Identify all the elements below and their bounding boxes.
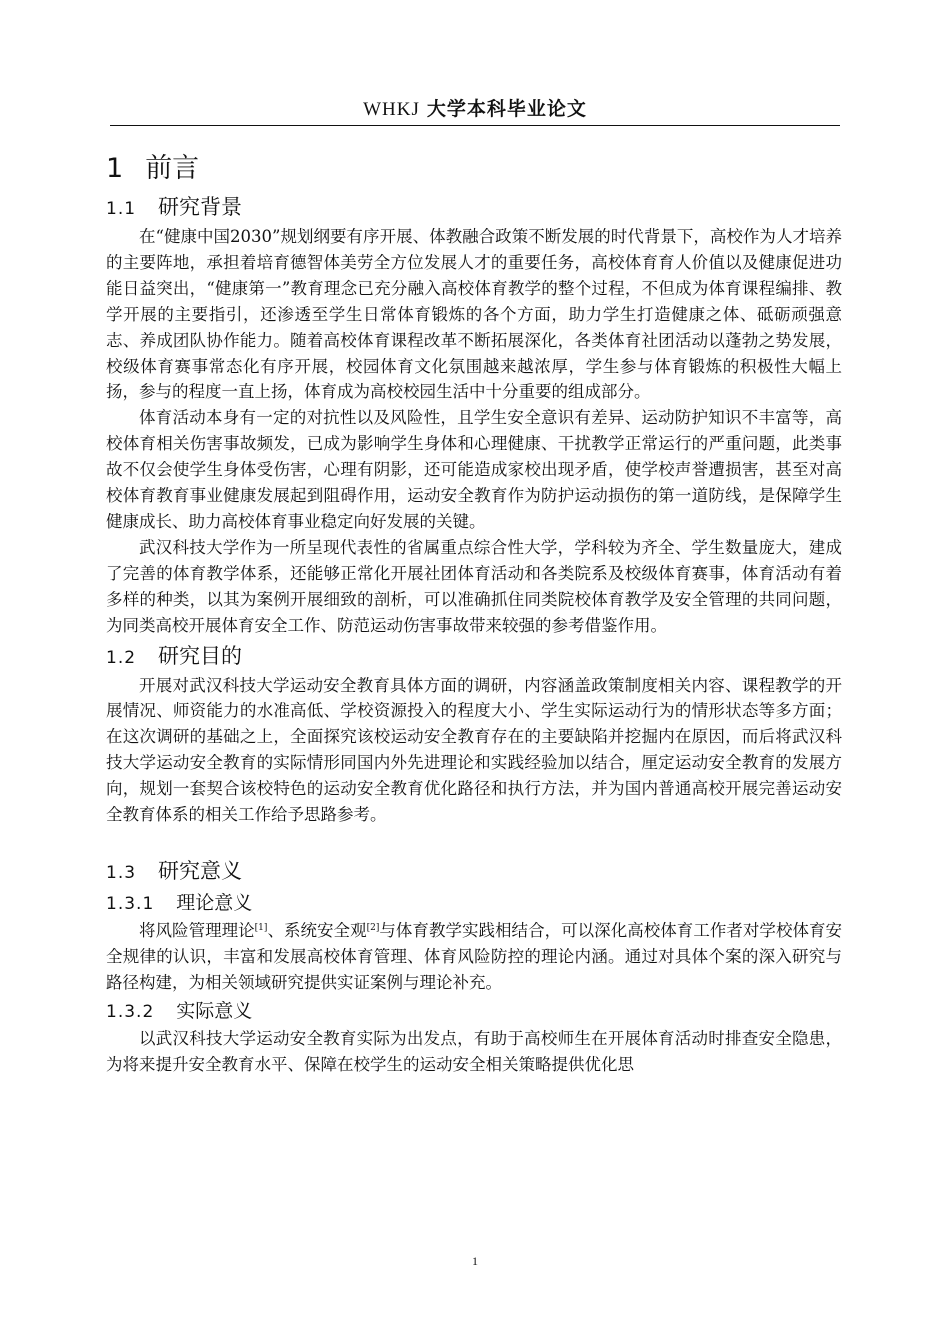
- header-rule: [110, 125, 840, 126]
- section-title: 研究意义: [158, 858, 243, 883]
- spacer: [106, 828, 842, 854]
- paragraph: 开展对武汉科技大学运动安全教育具体方面的调研，内容涵盖政策制度相关内容、课程教学的开展情况、师资能力的水准高低、学校资源投入的程度大小、学生实际运动行为的情形状态等多方面；在这次调研的基础之上，全面探究该校运动安全教育存在的主要缺陷并挖掘内在原因，而后将武汉科技大学运动安全教育的实际情形同国内外先进理论和实践经验加以结合，厘定运动安全教育的发展方向，规划一套契合该校特色的运动安全教育优化路径和执行方法，并为国内普通高校开展完善运动安全教育体系的相关工作给予思路参考。: [106, 675, 842, 825]
- paragraph: [106, 918, 842, 996]
- running-header: [110, 94, 840, 121]
- section-title: 理论意义: [176, 891, 253, 914]
- paragraph-text: 与体育教学实践相结合，可以深化高校体育工作者对学校体育安全规律的认识，丰富和发展高校体育管理、体育风险防控的理论内涵。通过对具体个案的深入研究与路径构建，为相关领域研究提供实证案例与理论补充。: [106, 920, 843, 992]
- section-title: 前言: [145, 153, 200, 184]
- paragraph: 体育活动本身有一定的对抗性以及风险性，且学生安全意识有差异、运动防护知识不丰富等，高校体育相关伤害事故频发，已成为影响学生身体和心理健康、干扰教学正常运行的严重问题，此类事故不仅会使学生身体受伤害，心理有阴影，还可能造成家校出现矛盾，使学校声誉遭损害，甚至对高校体育教育事业健康发展起到阻碍作用，运动安全教育作为防护运动损伤的第一道防线，是保障学生健康成长、助力高校体育事业稳定向好发展的关键。: [106, 408, 842, 531]
- header-latin: WHKJ: [363, 99, 420, 120]
- header-title: 大学本科毕业论文: [426, 98, 587, 120]
- citation-ref[interactable]: [1]: [254, 922, 268, 933]
- section-number: 1.2: [106, 647, 137, 668]
- section-number: 1.3.1: [106, 893, 155, 914]
- section-number: 1: [106, 153, 124, 184]
- document-body: [106, 148, 842, 1077]
- section-1-3-1-heading: [106, 888, 842, 918]
- section-1-3-heading: [106, 854, 842, 888]
- section-1-3-2-heading: [106, 996, 842, 1026]
- page-number: 1: [472, 1254, 478, 1268]
- paragraph: 武汉科技大学作为一所呈现代表性的省属重点综合性大学，学科较为齐全、学生数量庞大，建成了完善的体育教学体系，还能够正常化开展社团体育活动和各类院系及校级体育赛事，体育活动有着多样的种类，以其为案例开展细致的剖析，可以准确抓住同类院校体育教学及安全管理的共同问题，为同类高校开展体育安全工作、防范运动伤害事故带来较强的参考借鉴作用。: [106, 537, 842, 635]
- citation-ref[interactable]: [2]: [366, 922, 380, 933]
- section-1-heading: [106, 148, 842, 190]
- section-title: 研究目的: [158, 643, 243, 668]
- section-number: 1.3: [106, 862, 137, 883]
- section-1-2-heading: [106, 639, 842, 673]
- section-title: 研究背景: [158, 195, 243, 219]
- paragraph: 在“健康中国2030”规划纲要有序开展、体教融合政策不断发展的时代背景下，高校作为人才培养的主要阵地，承担着培育德智体美劳全方位发展人才的重要任务，高校体育育人价值以及健康促进功能日益突出，“健康第一”教育理念已充分融入高校体育教学的整个过程，不但成为体育课程编排、教学开展的主要指引，还渗透至学生日常体育锻炼的各个方面，助力学生打造健康之体、砥砺顽强意志、养成团队协作能力。随着高校体育课程改革不断拓展深化，各类体育社团活动以蓬勃之势发展，校级体育赛事常态化有序开展，校园体育文化氛围越来越浓厚，学生参与体育锻炼的积极性大幅上扬，参与的程度一直上扬，体育成为高校校园生活中十分重要的组成部分。: [106, 227, 842, 402]
- paragraph-text: 、系统安全观: [267, 920, 367, 940]
- paragraph: 以武汉科技大学运动安全教育实际为出发点，有助于高校师生在开展体育活动时排查安全隐患，为将来提升安全教育水平、保障在校学生的运动安全相关策略提供优化思: [106, 1028, 842, 1074]
- paragraph-text: 将风险管理理论: [139, 920, 255, 940]
- section-number: 1.1: [106, 199, 137, 219]
- section-1-1-heading: [106, 190, 842, 224]
- section-number: 1.3.2: [106, 1001, 155, 1022]
- section-title: 实际意义: [176, 999, 253, 1022]
